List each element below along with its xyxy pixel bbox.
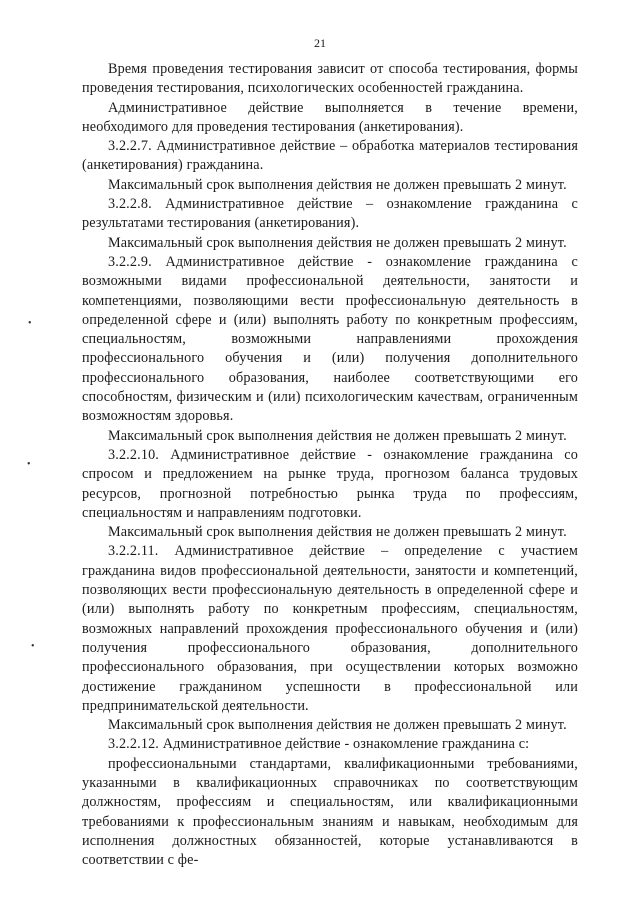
paragraph: 3.2.2.9. Административное действие - ознакомление гражданина с возможными видами профессиональной деятельности, занятости и компетенциями, позволяющими вести профессиональную деятельность в определенной сфере и (или) выполнять работу по конкретным профессиям, специальностям, возможными направлениями прохождения профессионального обучения и (или) получения дополнительного профессионального образования, наиболее соответствующими его способностям, физическим и (или) психологическим качествам, ограниченным возможностям здоровья. — [82, 253, 578, 425]
paragraph: Максимальный срок выполнения действия не должен превышать 2 минут. — [108, 176, 567, 193]
paragraph: 3.2.2.8. Административное действие – ознакомление гражданина с результатами тестирования (анкетирования). — [82, 196, 578, 232]
paragraph: Административное действие выполняется в течение времени, необходимого для проведения тестирования (анкетирования). — [82, 99, 578, 135]
paragraph: 3.2.2.12. Административное действие - ознакомление гражданина с: — [108, 736, 530, 753]
paragraph: Максимальный срок выполнения действия не должен превышать 2 минут. — [108, 427, 567, 444]
paragraph: 3.2.2.7. Административное действие – обработка материалов тестирования (анкетирования) гражданина. — [82, 138, 578, 174]
margin-mark: • — [28, 318, 32, 329]
paragraph: Максимальный срок выполнения действия не должен превышать 2 минут. — [108, 524, 567, 541]
paragraph: 3.2.2.10. Административное действие - ознакомление гражданина со спросом и предложением на рынке труда, прогнозом баланса трудовых ресурсов, прогнозной потребностью рынка труда по профессиям, специальностям и направлениям подготовки. — [82, 446, 578, 521]
margin-mark: • — [31, 641, 35, 652]
paragraph: Максимальный срок выполнения действия не должен превышать 2 минут. — [108, 234, 567, 251]
margin-mark: • — [27, 459, 31, 470]
page-number: 21 — [314, 36, 326, 50]
document-body — [82, 60, 578, 870]
paragraph: Максимальный срок выполнения действия не должен превышать 2 минут. — [108, 717, 567, 734]
paragraph: Время проведения тестирования зависит от способа тестирования, формы проведения тестирования, психологических особенностей гражданина. — [82, 61, 578, 97]
paragraph: 3.2.2.11. Административное действие – определение с участием гражданина видов профессиональной деятельности, занятости и компетенций, позволяющих вести профессиональную деятельность в определенной сфере и (или) выполнять работу по конкретным профессиям, специальностям, возможных направлений прохождения профессионального обучения и (или) получения профессионального образования, дополнительного профессионального образования, при осуществлении которых возможно достижение гражданином успешности в профессиональной или предпринимательской деятельности. — [82, 543, 578, 714]
paragraph: профессиональными стандартами, квалификационными требованиями, указанными в квалификационных справочниках по соответствующим должностям, профессиям и специальностям, или квалификационными требованиями к профессиональным знаниям и навыкам, необходимым для исполнения должностных обязанностей, которые устанавливаются в соответствии с фе- — [82, 755, 578, 869]
